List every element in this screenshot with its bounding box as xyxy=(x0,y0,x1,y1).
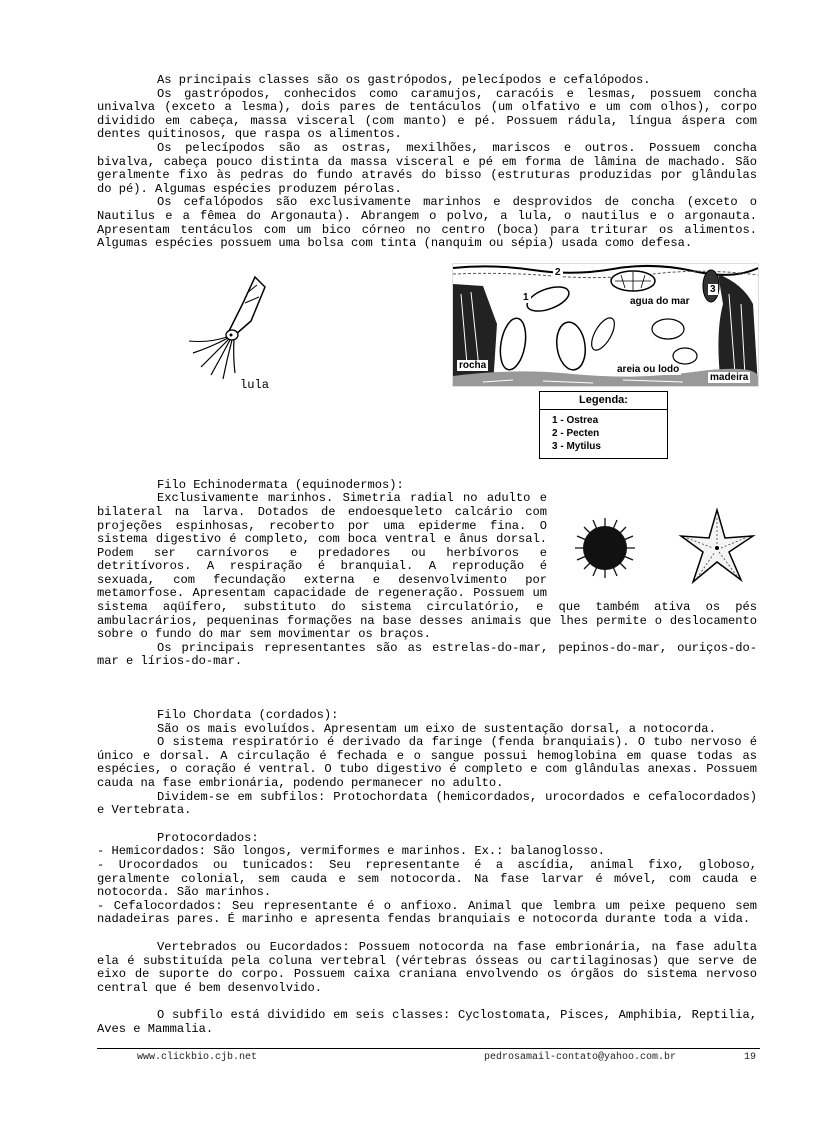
vertebrata-classes-paragraph: O subfilo está dividido em seis classes: Cyclostomata, Pisces, Amphibia, Reptilia, Aves e Mammalia. xyxy=(97,1008,757,1036)
legend-item: 2 - Pecten xyxy=(552,427,600,439)
echinodermata-text: Exclusivamente marinhos. Simetria radial no adulto e bilateral na larva. Dotados de endoesqueleto calcário com projeções espinhosas, recoberto por uma epiderme fina. O sistema digestivo é completo, com boca ventral e ânus dorsal. Podem ser carnívoros e predadores ou herbívoros e detritívoros. A respiração é branquial. A reprodução é sexuada, com fecundação externa e desenvolvimento por metamorfose. Apresentam capacidade de regeneração. Possuem um sistema aqüífero, substituto do sistema circulatório, e que também ativa os pés ambulacrários, pequeninas formações na base desses animais que lhes permite o deslocamento sobre o fundo do mar sem movimentar os braços. xyxy=(97,491,757,642)
protochordata-title: Protocordados: xyxy=(157,830,259,845)
page-content xyxy=(97,74,757,1037)
chordata-systems-paragraph: O sistema respiratório é derivado da faringe (fenda branquiais). O tubo nervoso é único e dorsal. A circulação é fechada e o sangue possui hemoglobina em quase todas as espécies, o coração é ventral. O tubo digestivo é completo e com glândulas anexas. Possuem cauda na fase embrionária, podendo permanecer no adulto. xyxy=(97,735,757,790)
echinodermata-paragraph xyxy=(97,492,757,642)
bivalve-habitat-illustration xyxy=(452,263,759,387)
sea-urchin-icon xyxy=(575,518,635,578)
list-item: - Urocordados ou tunicados: Seu representante é a ascídia, animal fixo, globoso, geralmente colonial, sem cauda e sem notocorda. Na fase larvar é móvel, com cauda e notocorda. São marinhos. xyxy=(97,857,757,900)
list-item: - Hemicordados: São longos, vermiformes e marinhos. Ex.: balanoglosso. xyxy=(97,844,606,859)
label-agua-do-mar: agua do mar xyxy=(630,295,690,307)
mollusk-classes-paragraph: As principais classes são os gastrópodos, pelecípodos e cefalópodos. xyxy=(157,73,651,87)
legend-item: 3 - Mytilus xyxy=(552,440,601,452)
gastropods-paragraph: Os gastrópodos, conhecidos como caramujos, caracóis e lesmas, possuem concha univalva (exceto a lesma), dois pares de tentáculos (um olfativo e um com olhos), corpo dividido em cabeça, massa visceral (com manto) e pé. Possuem rádula, língua áspera com dentes quitinosos, que raspa os alimentos. xyxy=(97,86,757,142)
chordata-subphyla-paragraph: Dividem-se em subfilos: Protochordata (hemicordados, urocordados e cefalocordados) e Vertebrata. xyxy=(97,789,757,818)
echinodermata-representatives: Os principais representantes são as estrelas-do-mar, pepinos-do-mar, ouriços-do-mar e lírios-do-mar. xyxy=(97,640,757,669)
pelecypods-paragraph: Os pelecípodos são as ostras, mexilhões, mariscos e outros. Possuem concha bivalva, cabeça pouco distinta da massa visceral e pé em forma de lâmina de machado. São geralmente fixo às pedras do fundo através do bisso (estruturas produzidas por glândulas do pé). Algumas espécies produzem pérolas. xyxy=(97,140,757,196)
label-rocha: rocha xyxy=(459,359,487,371)
label-1: 1 xyxy=(523,291,529,303)
chordata-title: Filo Chordata (cordados): xyxy=(157,708,339,723)
label-madeira: madeira xyxy=(710,371,749,383)
squid-illustration xyxy=(185,273,275,381)
figure-legend xyxy=(539,391,668,459)
list-item: - Cefalocordados: Seu representante é o anfioxo. Animal que lembra um peixe pequeno sem nadadeiras pares. É marinho e apresenta fendas branquiais e notocorda durante toda a vida. xyxy=(97,898,757,927)
label-3: 3 xyxy=(710,283,716,295)
mollusk-figures xyxy=(97,251,757,479)
legend-item: 1 - Ostrea xyxy=(552,414,599,426)
vertebrata-paragraph: Vertebrados ou Eucordados: Possuem notocorda na fase embrionária, na fase adulta ela é substituída pela coluna vertebral (vértebras ósseas ou cartilaginosas) que serve de eixo de suporte do corpo. Possuem caixa craniana envolvendo os órgãos do sistema nervoso central que é bem desenvolvido. xyxy=(97,939,757,995)
label-2: 2 xyxy=(555,266,561,278)
footer-divider xyxy=(97,1048,760,1049)
footer-email: pedrosamail-contato@yahoo.com.br xyxy=(484,1052,677,1063)
cephalopods-paragraph: Os cefalópodos são exclusivamente marinhos e desprovidos de concha (exceto o Nautilus e a fêmea do Argonauta). Abrangem o polvo, a lula, o nautilus e o argonauta. Apresentam tentáculos com um bico córneo no centro (boca) para triturar os alimentos. Algumas espécies possuem uma bolsa com tinta (nanquim ou sépia) usada como defesa. xyxy=(97,195,757,251)
footer-website: www.clickbio.cjb.net xyxy=(137,1052,258,1063)
label-areia-ou-lodo: areia ou lodo xyxy=(617,363,680,375)
legend-title: Legenda: xyxy=(540,392,667,410)
squid-caption: lula xyxy=(240,377,270,392)
starfish-icon xyxy=(681,510,753,582)
habitat-drawing xyxy=(453,264,758,386)
echinodermata-title: Filo Echinodermata (equinodermos): xyxy=(157,477,404,492)
sea-urchin-and-starfish-illustration xyxy=(567,500,757,590)
chordata-intro: São os mais evoluídos. Apresentam um eixo de sustentação dorsal, a notocorda. xyxy=(157,721,716,736)
page-number: 19 xyxy=(744,1052,757,1063)
